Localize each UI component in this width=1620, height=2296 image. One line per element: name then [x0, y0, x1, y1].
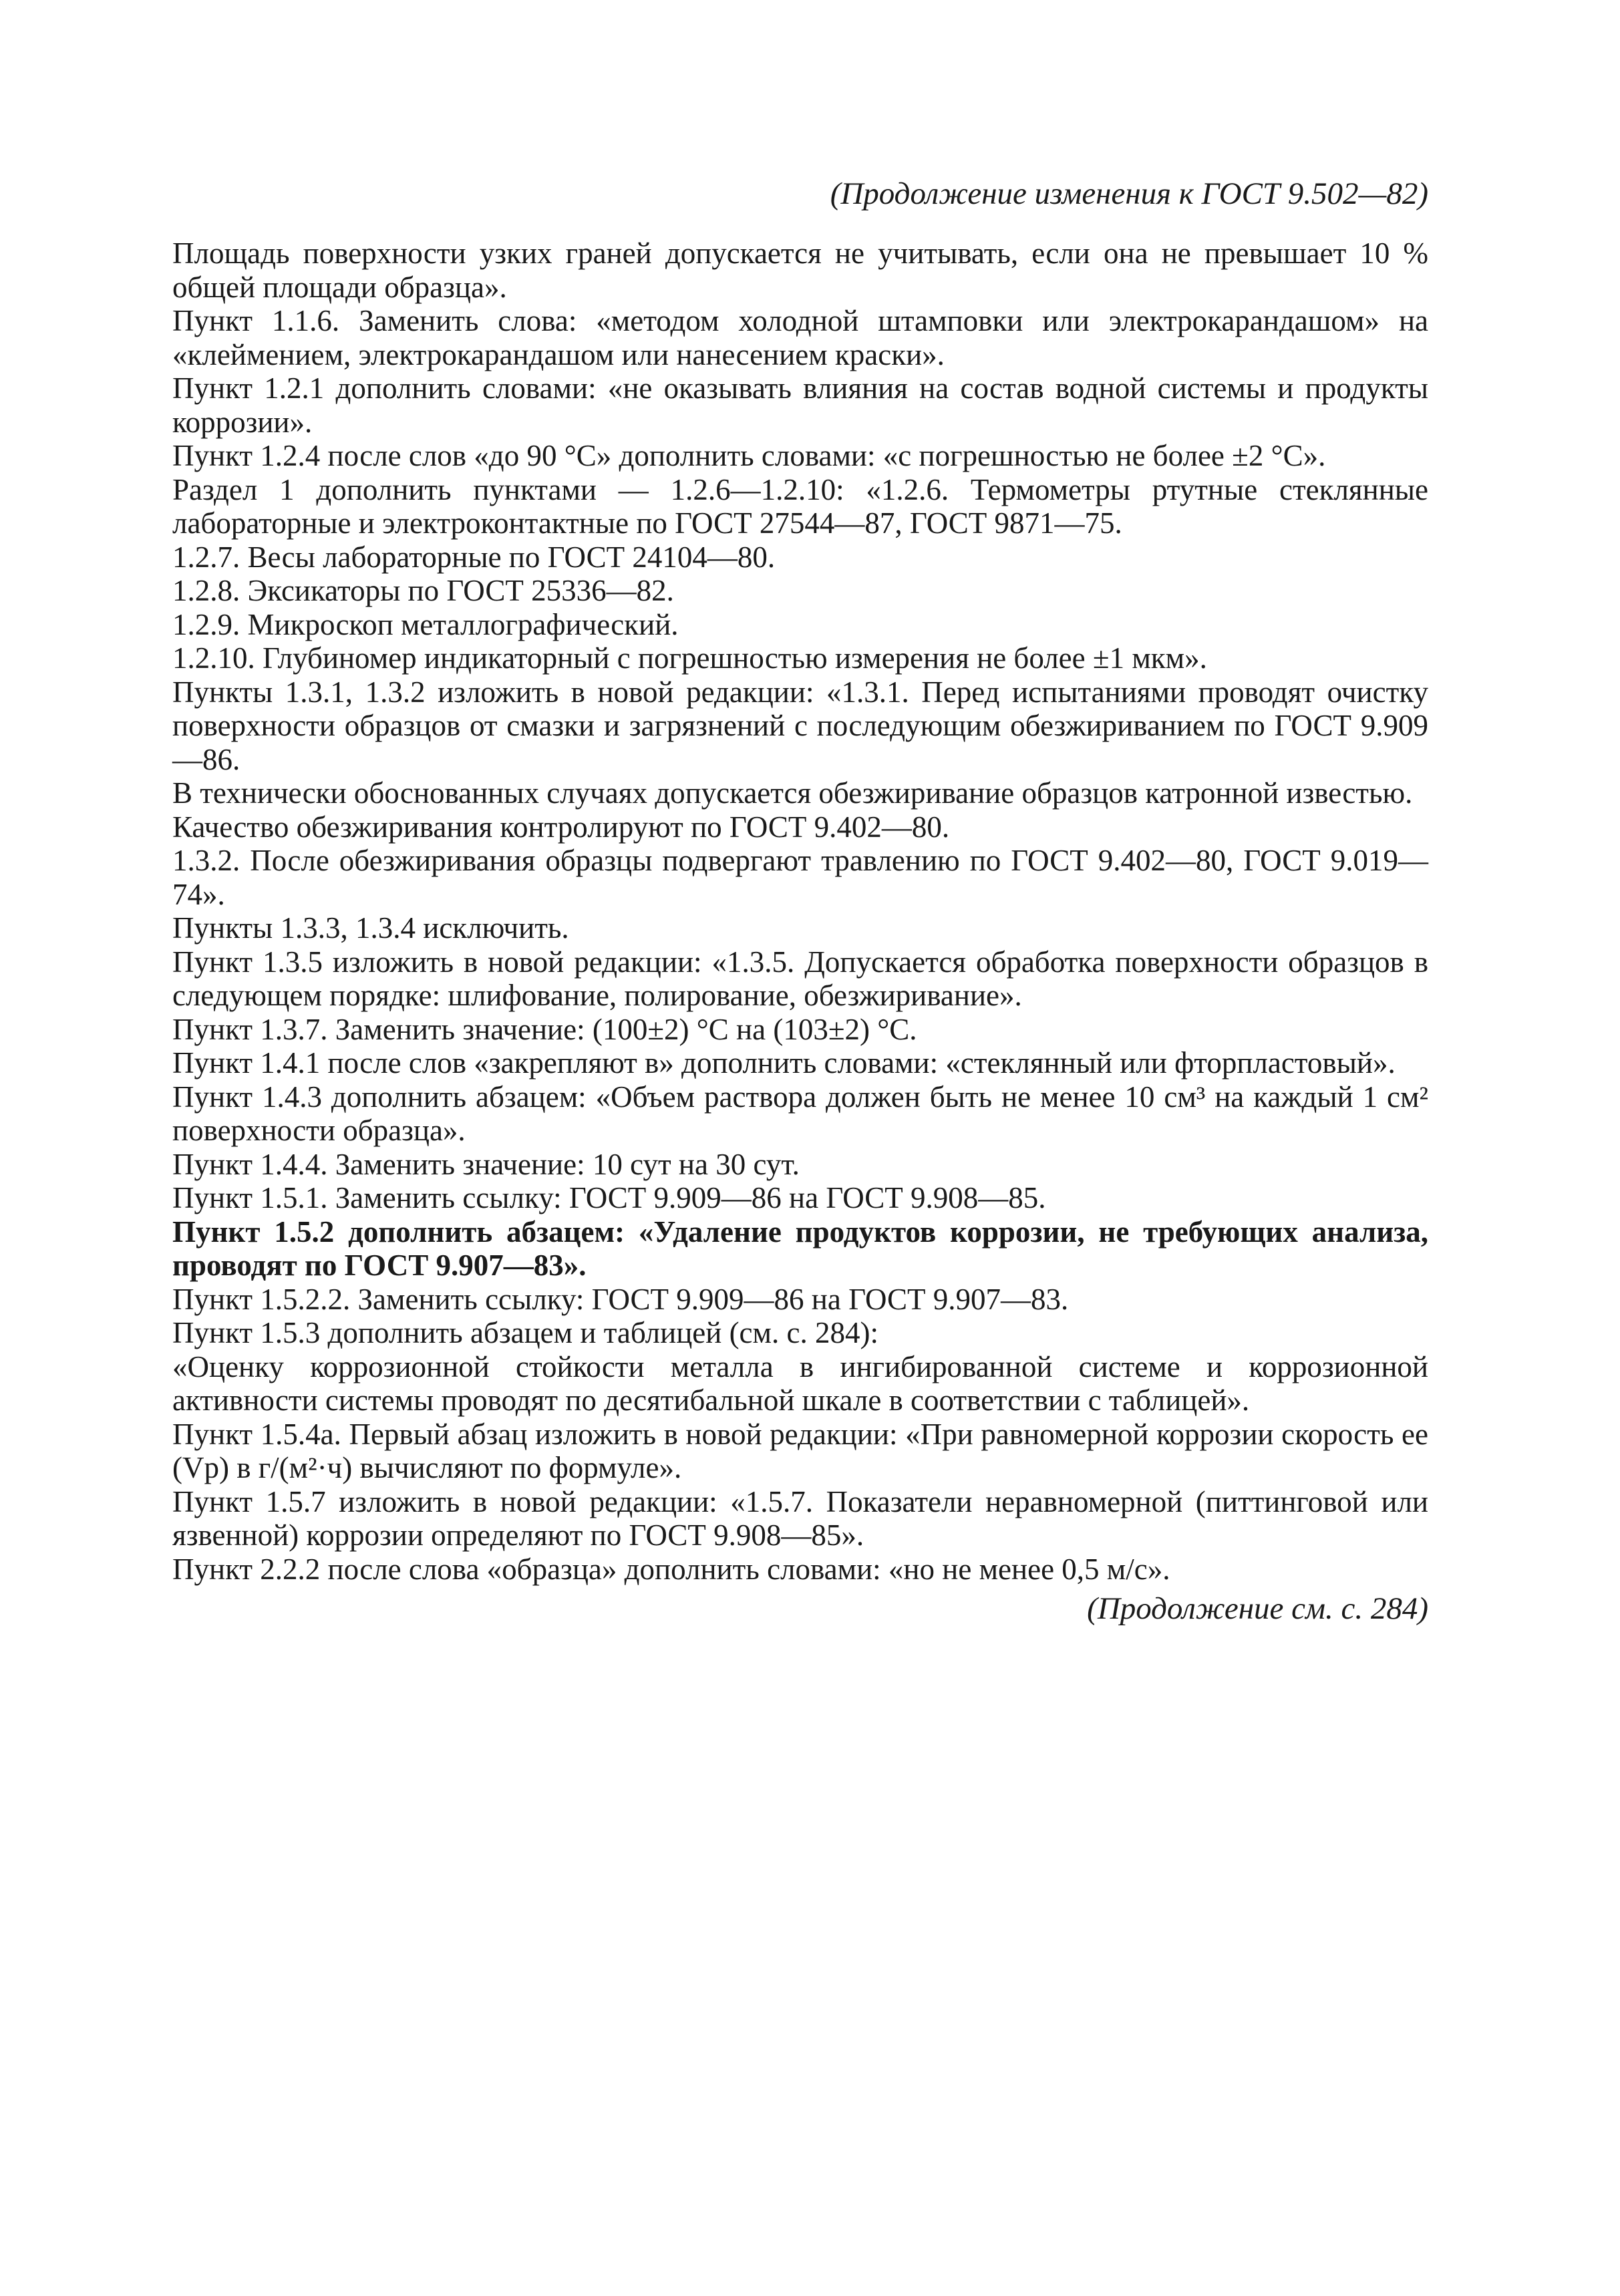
- paragraph: Площадь поверхности узких граней допускается не учитывать, если она не превышает 10 % общей площади образца».: [172, 236, 1428, 304]
- paragraph: 1.3.2. После обезжиривания образцы подвергают травлению по ГОСТ 9.402—80, ГОСТ 9.019—74».: [172, 844, 1428, 911]
- paragraph: 1.2.10. Глубиномер индикаторный с погрешностью измерения не более ±1 мкм».: [172, 641, 1207, 675]
- paragraph: Пункт 1.5.7 изложить в новой редакции: «1.5.7. Показатели неравномерной (питтинговой или язвенной) коррозии определяют по ГОСТ 9.908—85».: [172, 1484, 1428, 1552]
- paragraph: Пункт 1.4.3 дополнить абзацем: «Объем раствора должен быть не менее 10 см³ на каждый 1 см² поверхности образца».: [172, 1080, 1428, 1147]
- document-body: [172, 236, 1428, 1586]
- document-page: [172, 174, 1428, 1629]
- paragraph: Пункт 1.4.1 после слов «закрепляют в» дополнить словами: «стеклянный или фторпластовый».: [172, 1046, 1396, 1080]
- continuation-footer: (Продолжение см. с. 284): [1087, 1591, 1428, 1626]
- paragraph: Пункт 1.5.3 дополнить абзацем и таблицей (см. с. 284):: [172, 1316, 878, 1349]
- paragraph: Пункт 1.2.1 дополнить словами: «не оказывать влияния на состав водной системы и продукты коррозии».: [172, 371, 1428, 439]
- paragraph: 1.2.7. Весы лабораторные по ГОСТ 24104—80.: [172, 540, 776, 574]
- continuation-header: (Продолжение изменения к ГОСТ 9.502—82): [830, 176, 1428, 211]
- paragraph: 1.2.9. Микроскоп металлографический.: [172, 607, 679, 641]
- paragraph: Пункт 2.2.2 после слова «образца» дополнить словами: «но не менее 0,5 м/с».: [172, 1552, 1170, 1586]
- paragraph: Пункт 1.5.2.2. Заменить ссылку: ГОСТ 9.909—86 на ГОСТ 9.907—83.: [172, 1282, 1069, 1316]
- paragraph: Пункт 1.2.4 после слов «до 90 °С» дополнить словами: «с погрешностью не более ±2 °С».: [172, 439, 1326, 472]
- paragraph: 1.2.8. Эксикаторы по ГОСТ 25336—82.: [172, 574, 674, 607]
- paragraph: «Оценку коррозионной стойкости металла в ингибированной системе и коррозионной активности системы проводят по десятибальной шкале в соответствии с таблицей».: [172, 1349, 1428, 1417]
- paragraph: Раздел 1 дополнить пунктами — 1.2.6—1.2.10: «1.2.6. Термометры ртутные стеклянные лабораторные и электроконтактные по ГОСТ 27544—87, ГОСТ 9871—75.: [172, 472, 1428, 540]
- paragraph: Пункт 1.4.4. Заменить значение: 10 сут на 30 сут.: [172, 1147, 800, 1181]
- paragraph: Пункт 1.3.7. Заменить значение: (100±2) °С на (103±2) °С.: [172, 1012, 917, 1046]
- paragraph: Пункт 1.5.1. Заменить ссылку: ГОСТ 9.909—86 на ГОСТ 9.908—85.: [172, 1181, 1046, 1214]
- paragraph: Пункт 1.5.4а. Первый абзац изложить в новой редакции: «При равномерной коррозии скорость ее (Vр) в г/(м²·ч) вычисляют по формуле».: [172, 1417, 1428, 1484]
- paragraph: Пункт 1.5.2 дополнить абзацем: «Удаление продуктов коррозии, не требующих анализа, проводят по ГОСТ 9.907—83».: [172, 1214, 1428, 1282]
- paragraph: В технически обоснованных случаях допускается обезжиривание образцов катронной известью.: [172, 776, 1413, 810]
- paragraph: Пункты 1.3.3, 1.3.4 исключить.: [172, 911, 569, 945]
- paragraph: Пункт 1.3.5 изложить в новой редакции: «1.3.5. Допускается обработка поверхности образцов в следующем порядке: шлифование, полирование, обезжиривание».: [172, 945, 1428, 1012]
- paragraph: Пункты 1.3.1, 1.3.2 изложить в новой редакции: «1.3.1. Перед испытаниями проводят очистку поверхности образцов от смазки и загрязнений с последующим обезжириванием по ГОСТ 9.909—86.: [172, 675, 1428, 776]
- paragraph: Качество обезжиривания контролируют по ГОСТ 9.402—80.: [172, 810, 950, 844]
- paragraph: Пункт 1.1.6. Заменить слова: «методом холодной штамповки или электрокарандашом» на «клеймением, электрокарандашом или нанесением краски».: [172, 304, 1428, 371]
